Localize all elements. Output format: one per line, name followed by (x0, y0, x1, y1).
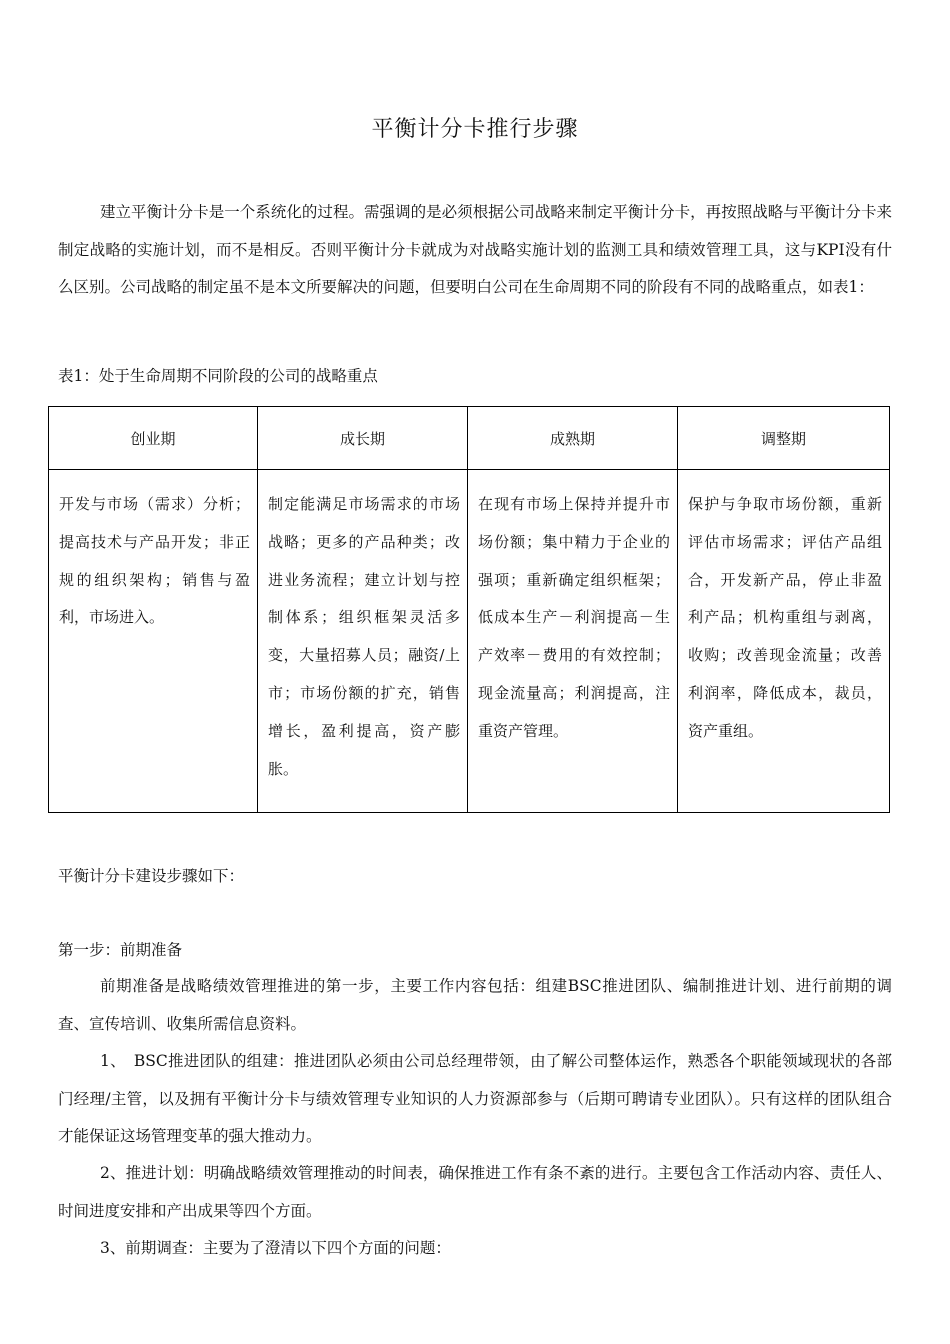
table-caption: 表1：处于生命周期不同阶段的公司的战略重点 (58, 367, 378, 385)
cell-startup (49, 470, 258, 813)
cell-startup-text: 开发与市场（需求）分析；提高技术与产品开发；非正规的组织架构；销售与盈利，市场进入。 (59, 495, 250, 627)
table-header-row (49, 407, 890, 470)
table-row (49, 470, 890, 813)
header-startup: 创业期 (49, 407, 258, 470)
cell-maturity (468, 470, 678, 813)
header-maturity: 成熟期 (468, 407, 678, 470)
item-3: 3、前期调查：主要为了澄清以下四个方面的问题： (100, 1239, 451, 1257)
cell-growth-text: 制定能满足市场需求的市场战略；更多的产品种类；改进业务流程；建立计划与控制体系；组织框架灵活多变，大量招募人员；融资/上市；市场份额的扩充，销售增长，盈利提高，资产膨胀。 (268, 495, 460, 778)
header-adjustment: 调整期 (678, 407, 890, 470)
item-1: 1、 BSC推进团队的组建：推进团队必须由公司总经理带领，由了解公司整体运作，熟悉各个职能领域现状的各部门经理/主管，以及拥有平衡计分卡与绩效管理专业知识的人力资源部参与（后期可聘请专业团队）。只有这样的团队组合才能保证这场管理变革的强大推动力。 (58, 1052, 892, 1145)
cell-adjustment-text: 保护与争取市场份额，重新评估市场需求；评估产品组合，开发新产品，停止非盈利产品；机构重组与剥离，收购；改善现金流量；改善利润率，降低成本，裁员，资产重组。 (688, 495, 882, 740)
step1-heading: 第一步：前期准备 (58, 941, 183, 959)
strategy-table (48, 406, 890, 813)
steps-intro: 平衡计分卡建设步骤如下： (58, 867, 245, 885)
cell-growth (258, 470, 468, 813)
intro-paragraph: 建立平衡计分卡是一个系统化的过程。需强调的是必须根据公司战略来制定平衡计分卡，再按照战略与平衡计分卡来制定战略的实施计划，而不是相反。否则平衡计分卡就成为对战略实施计划的监测工具和绩效管理工具，这与KPI没有什么区别。公司战略的制定虽不是本文所要解决的问题，但要明白公司在生命周期不同的阶段有不同的战略重点，如表1： (58, 203, 892, 296)
document-title: 平衡计分卡推行步骤 (371, 117, 579, 142)
step1-paragraph: 前期准备是战略绩效管理推进的第一步，主要工作内容包括：组建BSC推进团队、编制推进计划、进行前期的调查、宣传培训、收集所需信息资料。 (58, 977, 892, 1033)
cell-maturity-text: 在现有市场上保持并提升市场份额；集中精力于企业的强项；重新确定组织框架；低成本生产－利润提高－生产效率－费用的有效控制；现金流量高；利润提高，注重资产管理。 (478, 495, 670, 740)
header-growth: 成长期 (258, 407, 468, 470)
item-2: 2、推进计划：明确战略绩效管理推动的时间表，确保推进工作有条不紊的进行。主要包含工作活动内容、责任人、时间进度安排和产出成果等四个方面。 (58, 1164, 892, 1220)
cell-adjustment (678, 470, 890, 813)
